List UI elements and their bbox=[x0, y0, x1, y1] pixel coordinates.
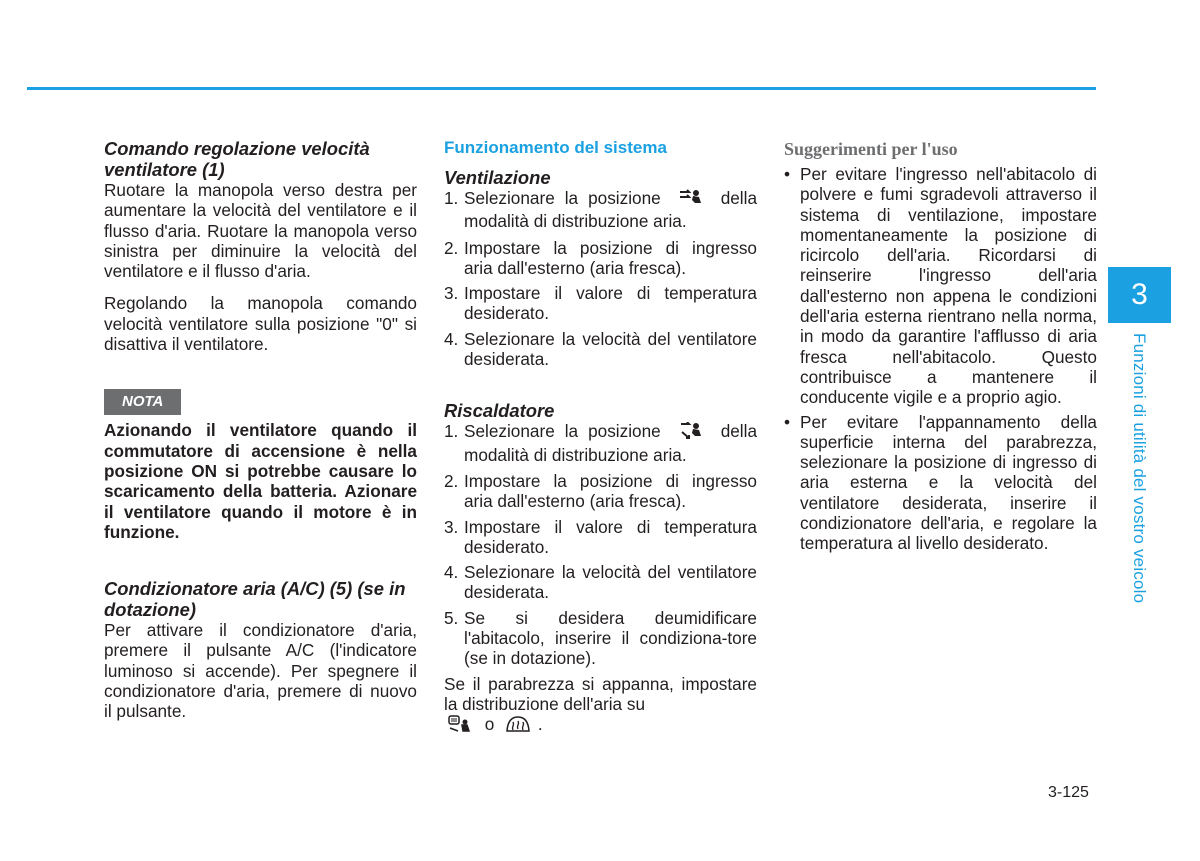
column-1 bbox=[104, 138, 417, 722]
step-text: Selezionare la velocità del ventilatore desiderata. bbox=[464, 328, 757, 370]
header-rule bbox=[27, 87, 1096, 90]
heater-heading: Riscaldatore bbox=[444, 400, 555, 422]
defog-text bbox=[444, 674, 757, 738]
list-item bbox=[444, 283, 757, 324]
nota-badge-wrap bbox=[104, 389, 417, 415]
chapter-tab: 3 bbox=[1108, 267, 1171, 323]
list-item bbox=[784, 164, 1097, 408]
face-vent-mode-icon bbox=[679, 189, 705, 211]
step-text-b: della modalità di distribuzione aria. bbox=[464, 188, 758, 232]
fan-speed-text: Ruotare la manopola verso destra per aumentare la velocità del ventilatore e il flusso d'aria. Ruotare la manopola verso sinistra per diminuire la velocità del ventilatore e il flusso d'aria. bbox=[104, 180, 417, 282]
tips-heading: Suggerimenti per l'uso bbox=[784, 139, 958, 159]
step-number: 1. bbox=[444, 421, 459, 442]
list-item bbox=[444, 471, 757, 512]
step-text-b: della modalità di distribuzione aria. bbox=[464, 421, 758, 465]
tips-list bbox=[784, 164, 1097, 554]
tip-text: Per evitare l'ingresso nell'abitacolo di polvere e fumi sgradevoli attraverso il sistema di ventilazione, impostare momentaneamente la posizione di ricircolo dell'aria. Ricordarsi di reinserire l'ingresso dell'aria dall'esterno non appena le condizioni dell'aria esterna rientrano nella norma, in modo da garantire l'afflusso di aria fresca nell'abitacolo. Questo contribuisce a mantenere il conducente vigile e a proprio agio. bbox=[800, 164, 1097, 408]
step-number: 5. bbox=[444, 607, 459, 628]
list-item bbox=[784, 412, 1097, 554]
ventilation-heading: Ventilazione bbox=[444, 167, 551, 188]
defog-text-main: Se il parabrezza si appanna, impostare la distribuzione dell'aria su bbox=[444, 673, 757, 714]
step-text: Impostare il valore di temperatura desiderato. bbox=[464, 283, 757, 324]
step-text: Se si desidera deumidificare l'abitacolo, inserire il condiziona-tore (se in dotazione). bbox=[464, 607, 757, 669]
defog-text-end: . bbox=[537, 714, 543, 735]
list-item bbox=[444, 329, 757, 370]
step-text: Impostare il valore di temperatura desiderato. bbox=[464, 516, 757, 557]
bullet: • bbox=[784, 411, 791, 432]
step-number: 4. bbox=[444, 562, 459, 583]
page-number: 3-125 bbox=[1048, 784, 1089, 801]
step-text-a: Selezionare la posizione bbox=[464, 421, 661, 442]
bullet: • bbox=[784, 164, 791, 184]
nota-badge: NOTA bbox=[104, 389, 181, 415]
step-text bbox=[464, 188, 757, 232]
fan-speed-heading: Comando regolazione velocità ventilatore (1) bbox=[104, 138, 370, 180]
step-number: 3. bbox=[444, 516, 459, 537]
floor-mode-icon bbox=[679, 422, 705, 444]
step-number: 2. bbox=[444, 470, 459, 491]
ac-text: Per attivare il condizionatore d'aria, premere il pulsante A/C (l'indicatore luminoso si accende). Per spegnere il condizionatore d'aria, premere di nuovo il pulsante. bbox=[104, 620, 417, 722]
list-item bbox=[444, 188, 757, 232]
fan-off-text: Regolando la manopola comando velocità ventilatore sulla posizione "0" si disattiva il ventilatore. bbox=[104, 293, 417, 355]
tip-text: Per evitare l'appannamento della superficie interna del parabrezza, selezionare la posizione di ingresso di aria esterna e la velocità del ventilatore desiderata, inserire il condizionatore dell'aria, e regolare la temperatura al livello desiderato. bbox=[800, 411, 1097, 554]
step-text bbox=[464, 421, 757, 465]
list-item bbox=[444, 517, 757, 558]
step-number: 1. bbox=[444, 188, 459, 208]
chapter-title-vertical bbox=[1128, 333, 1150, 613]
list-item bbox=[444, 421, 757, 465]
chapter-title: Funzioni di utilità del vostro veicolo bbox=[1130, 333, 1149, 604]
column-3 bbox=[784, 138, 1097, 554]
step-number: 3. bbox=[444, 283, 459, 304]
heater-steps bbox=[444, 421, 757, 668]
floor-defrost-mode-icon bbox=[448, 715, 472, 737]
step-text-a: Selezionare la posizione bbox=[464, 188, 661, 208]
step-number: 2. bbox=[444, 237, 459, 258]
ac-heading: Condizionatore aria (A/C) (5) (se in dotazione) bbox=[104, 578, 406, 621]
system-operation-heading: Funzionamento del sistema bbox=[444, 138, 667, 157]
defog-text-or: o bbox=[484, 714, 495, 735]
list-item bbox=[444, 238, 757, 279]
nota-text: Azionando il ventilatore quando il commutatore di accensione è nella posizione ON si potrebbe causare lo scaricamento della batteria. Azionare il ventilatore quando il motore è in funzione. bbox=[104, 420, 417, 542]
ventilation-steps bbox=[444, 188, 757, 369]
defrost-mode-icon bbox=[505, 715, 531, 737]
step-number: 4. bbox=[444, 328, 459, 349]
list-item bbox=[444, 608, 757, 669]
step-text: Selezionare la velocità del ventilatore desiderata. bbox=[464, 562, 757, 603]
step-text: Impostare la posizione di ingresso aria dall'esterno (aria fresca). bbox=[464, 237, 757, 278]
step-text: Impostare la posizione di ingresso aria dall'esterno (aria fresca). bbox=[464, 470, 757, 512]
list-item bbox=[444, 562, 757, 603]
column-2 bbox=[444, 138, 757, 738]
